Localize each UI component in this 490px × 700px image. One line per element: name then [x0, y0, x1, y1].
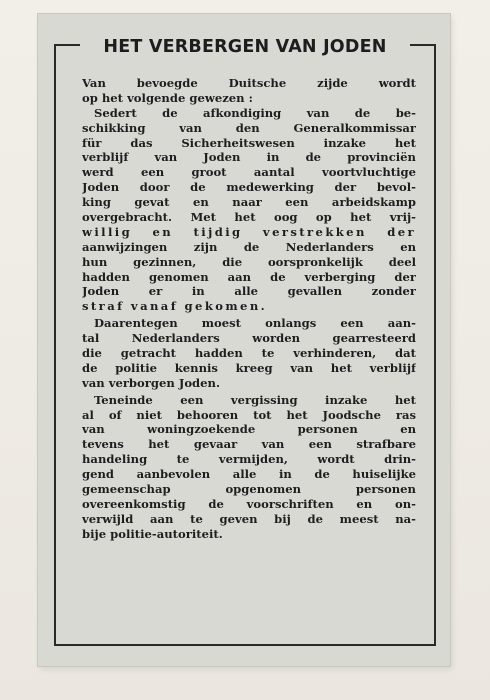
text-line: straf vanaf gekomen.	[82, 299, 268, 314]
text-line: op het volgende gewezen :	[82, 90, 253, 105]
text-line: bije politie-autoriteit.	[82, 526, 223, 541]
article-body	[82, 76, 416, 542]
text-line: hun gezinnen, die oorspronkelijk deel	[82, 254, 416, 269]
text-line: verblijf van Joden in de provinciën	[82, 150, 416, 165]
text-line: Sedert de afkondiging van de be-	[94, 105, 416, 120]
text-line: Joden door de medewerking der bevol-	[82, 180, 416, 195]
text-line: willig en tijdig verstrekken der	[82, 224, 416, 239]
text-line: Van bevoegde Duitsche zijde wordt	[82, 76, 416, 90]
text-line: Daarentegen moest onlangs een aan-	[94, 316, 416, 331]
text-line: gemeenschap opgenomen personen	[82, 482, 416, 497]
text-line: al of niet behooren tot het Joodsche ras	[82, 407, 416, 422]
text-line: gend aanbevolen alle in de huiselijke	[82, 467, 416, 482]
article-headline: HET VERBERGEN VAN JODEN	[80, 34, 410, 60]
text-line: van verborgen Joden.	[82, 375, 220, 390]
paragraph-arrests	[82, 316, 416, 390]
text-line: king gevat en naar een arbeidskamp	[82, 195, 416, 210]
text-line: de politie kennis kreeg van het verblijf	[82, 360, 416, 375]
text-line: für das Sicherheitswesen inzake het	[82, 135, 416, 150]
text-line: werd een groot aantal voortvluchtige	[82, 165, 416, 180]
text-line: overeenkomstig de voorschriften en on-	[82, 496, 416, 511]
text-line: die getracht hadden te verhinderen, dat	[82, 346, 416, 361]
paragraph-arrests-context	[82, 106, 416, 314]
text-line: tal Nederlanders worden gearresteerd	[82, 331, 416, 346]
text-line: Teneinde een vergissing inzake het	[94, 392, 416, 407]
text-line: verwijld aan te geven bij de meest na-	[82, 511, 416, 526]
text-line: Joden er in alle gevallen zonder	[82, 284, 416, 299]
text-line: tevens het gevaar van een strafbare	[82, 437, 416, 452]
text-line: schikking van den Generalkommissar	[82, 120, 416, 135]
text-line: aanwijzingen zijn de Nederlanders en	[82, 239, 416, 254]
text-line: van woningzoekende personen en	[82, 422, 416, 437]
text-line: overgebracht. Met het oog op het vrij-	[82, 210, 416, 225]
paragraph-intro	[82, 76, 416, 106]
text-line: handeling te vermijden, wordt drin-	[82, 452, 416, 467]
newspaper-clipping	[38, 14, 450, 666]
text-line: hadden genomen aan de verberging der	[82, 269, 416, 284]
paragraph-recommendation	[82, 393, 416, 542]
